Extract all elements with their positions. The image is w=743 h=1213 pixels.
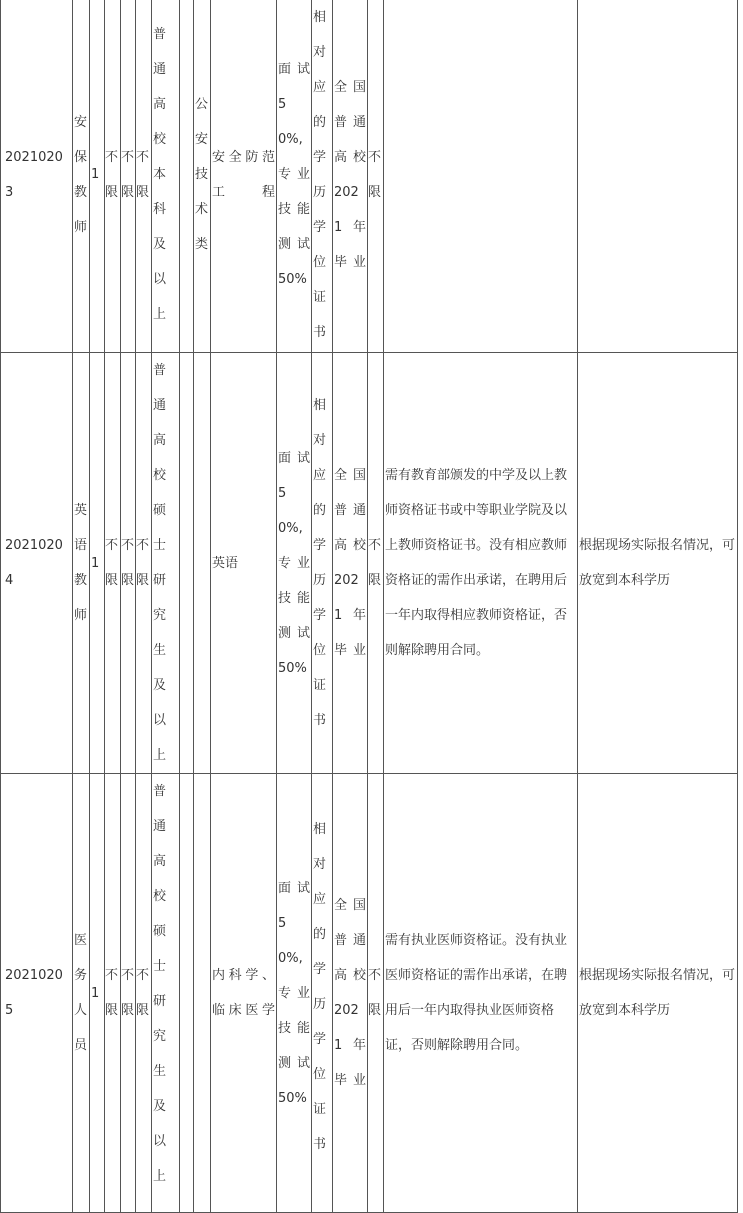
headcount: 1 bbox=[90, 0, 105, 353]
exam-method: 面试50%,专业技能测试50% bbox=[277, 774, 312, 1213]
table-row bbox=[1, 0, 738, 353]
other-requirements bbox=[384, 0, 578, 353]
education-requirement: 普通高校硕士研究生及以上 bbox=[152, 774, 180, 1213]
other-limit: 不限 bbox=[368, 0, 384, 353]
other-requirements: 需有执业医师资格证。没有执业医师资格证的需作出承诺，在聘用后一年内取得执业医师资格证，否则解除聘用合同。 bbox=[384, 774, 578, 1213]
major-name: 安全防范工程 bbox=[211, 0, 277, 353]
major-category bbox=[194, 353, 211, 774]
applicant-source: 全国普通高校2021年毕业 bbox=[333, 0, 368, 353]
degree-requirement bbox=[180, 774, 194, 1213]
certificate-requirement: 相对应的学历学位证书 bbox=[312, 353, 333, 774]
major-category: 公安技术类 bbox=[194, 0, 211, 353]
other-requirements: 需有教育部颁发的中学及以上教师资格证书或中等职业学院及以上教师资格证书。没有相应教师资格证的需作出承诺，在聘用后一年内取得相应教师资格证，否则解除聘用合同。 bbox=[384, 353, 578, 774]
position-name: 安保教师 bbox=[73, 0, 90, 353]
gender-requirement: 不限 bbox=[105, 774, 121, 1213]
other-limit: 不限 bbox=[368, 774, 384, 1213]
age-requirement: 不限 bbox=[121, 0, 136, 353]
education-requirement: 普通高校本科及以上 bbox=[152, 0, 180, 353]
ethnicity-requirement: 不限 bbox=[136, 774, 152, 1213]
exam-method: 面试50%,专业技能测试50% bbox=[277, 0, 312, 353]
certificate-requirement: 相对应的学历学位证书 bbox=[312, 774, 333, 1213]
headcount: 1 bbox=[90, 353, 105, 774]
table-row bbox=[1, 774, 738, 1213]
age-requirement: 不限 bbox=[121, 774, 136, 1213]
major-category bbox=[194, 774, 211, 1213]
remark: 根据现场实际报名情况，可放宽到本科学历 bbox=[578, 353, 738, 774]
gender-requirement: 不限 bbox=[105, 0, 121, 353]
remark bbox=[578, 0, 738, 353]
certificate-requirement: 相对应的学历学位证书 bbox=[312, 0, 333, 353]
degree-requirement bbox=[180, 353, 194, 774]
age-requirement: 不限 bbox=[121, 353, 136, 774]
major-name: 英语 bbox=[211, 353, 277, 774]
ethnicity-requirement: 不限 bbox=[136, 0, 152, 353]
other-limit: 不限 bbox=[368, 353, 384, 774]
applicant-source: 全国普通高校2021年毕业 bbox=[333, 353, 368, 774]
ethnicity-requirement: 不限 bbox=[136, 353, 152, 774]
gender-requirement: 不限 bbox=[105, 353, 121, 774]
position-name: 英语教师 bbox=[73, 353, 90, 774]
position-code: 20210205 bbox=[1, 774, 73, 1213]
position-code: 20210203 bbox=[1, 0, 73, 353]
position-name: 医务人员 bbox=[73, 774, 90, 1213]
degree-requirement bbox=[180, 0, 194, 353]
education-requirement: 普通高校硕士研究生及以上 bbox=[152, 353, 180, 774]
table-row bbox=[1, 353, 738, 774]
applicant-source: 全国普通高校2021年毕业 bbox=[333, 774, 368, 1213]
exam-method: 面试50%,专业技能测试50% bbox=[277, 353, 312, 774]
headcount: 1 bbox=[90, 774, 105, 1213]
position-code: 20210204 bbox=[1, 353, 73, 774]
remark: 根据现场实际报名情况，可放宽到本科学历 bbox=[578, 774, 738, 1213]
major-name: 内科学、临床医学 bbox=[211, 774, 277, 1213]
